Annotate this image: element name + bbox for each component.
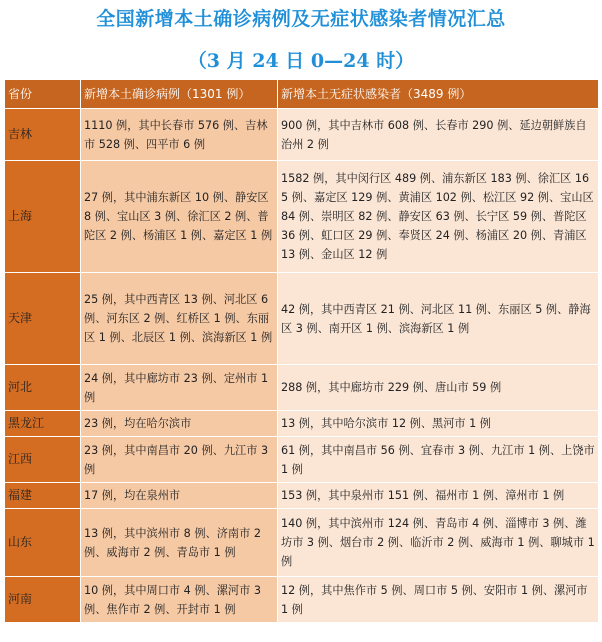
asymptomatic-cell: 288 例，其中廊坊市 229 例、唐山市 59 例 — [278, 365, 599, 411]
asymptomatic-cell: 61 例，其中南昌市 56 例、宜春市 3 例、九江市 1 例、上饶市 1 例 — [278, 437, 599, 483]
province-cell: 江西 — [5, 437, 81, 483]
table-row — [5, 577, 599, 623]
table-row — [5, 365, 599, 411]
asymptomatic-cell: 1582 例，其中闵行区 489 例、浦东新区 183 例、徐汇区 165 例、嘉定区 129 例、黄浦区 102 例、松江区 92 例、宝山区 84 例、崇明区 82 例、静安区 63 例、长宁区 59 例、普陀区 36 例、虹口区 29 例、奉贤区 24 例、杨浦区 20 例、青浦区 13 例、金山区 12 例 — [278, 161, 599, 273]
asymptomatic-cell: 900 例，其中吉林市 608 例、长春市 290 例、延边朝鲜族自治州 2 例 — [278, 109, 599, 161]
column-header-confirmed: 新增本土确诊病例（1301 例） — [81, 80, 278, 109]
confirmed-cell: 10 例，其中周口市 4 例、漯河市 3 例、焦作市 2 例、开封市 1 例 — [81, 577, 278, 623]
page-subtitle: （3 月 24 日 0—24 时） — [187, 50, 415, 72]
asymptomatic-cell: 12 例，其中焦作市 5 例、周口市 5 例、安阳市 1 例、漯河市 1 例 — [278, 577, 599, 623]
province-cell: 天津 — [5, 273, 81, 365]
page-title: 全国新增本土确诊病例及无症状感染者情况汇总 — [96, 8, 506, 30]
table-row — [5, 437, 599, 483]
table-row — [5, 483, 599, 509]
confirmed-cell: 23 例，其中南昌市 20 例、九江市 3 例 — [81, 437, 278, 483]
province-cell: 河南 — [5, 577, 81, 623]
table-row — [5, 273, 599, 365]
table-row — [5, 411, 599, 437]
table-row — [5, 161, 599, 273]
province-cell: 吉林 — [5, 109, 81, 161]
asymptomatic-cell: 153 例，其中泉州市 151 例、福州市 1 例、漳州市 1 例 — [278, 483, 599, 509]
table-row — [5, 109, 599, 161]
summary-table — [4, 79, 599, 623]
confirmed-cell: 1110 例，其中长春市 576 例、吉林市 528 例、四平市 6 例 — [81, 109, 278, 161]
table-row — [5, 509, 599, 577]
province-cell: 福建 — [5, 483, 81, 509]
confirmed-cell: 25 例，其中西青区 13 例、河北区 6 例、河东区 2 例、红桥区 1 例、东丽区 1 例、北辰区 1 例、滨海新区 1 例 — [81, 273, 278, 365]
province-cell: 上海 — [5, 161, 81, 273]
province-cell: 山东 — [5, 509, 81, 577]
confirmed-cell: 17 例，均在泉州市 — [81, 483, 278, 509]
column-header-asymptomatic: 新增本土无症状感染者（3489 例） — [278, 80, 599, 109]
province-cell: 河北 — [5, 365, 81, 411]
confirmed-cell: 23 例，均在哈尔滨市 — [81, 411, 278, 437]
table-header-row — [5, 80, 599, 109]
asymptomatic-cell: 140 例，其中滨州市 124 例、青岛市 4 例、淄博市 3 例、潍坊市 3 例、烟台市 2 例、临沂市 2 例、威海市 1 例、聊城市 1 例 — [278, 509, 599, 577]
confirmed-cell: 13 例，其中滨州市 8 例、济南市 2 例、威海市 2 例、青岛市 1 例 — [81, 509, 278, 577]
asymptomatic-cell: 13 例，其中哈尔滨市 12 例、黑河市 1 例 — [278, 411, 599, 437]
confirmed-cell: 27 例，其中浦东新区 10 例、静安区 8 例、宝山区 3 例、徐汇区 2 例、普陀区 2 例、杨浦区 1 例、嘉定区 1 例 — [81, 161, 278, 273]
column-header-province: 省份 — [5, 80, 81, 109]
province-cell: 黑龙江 — [5, 411, 81, 437]
asymptomatic-cell: 42 例，其中西青区 21 例、河北区 11 例、东丽区 5 例、静海区 3 例、南开区 1 例、滨海新区 1 例 — [278, 273, 599, 365]
confirmed-cell: 24 例，其中廊坊市 23 例、定州市 1 例 — [81, 365, 278, 411]
